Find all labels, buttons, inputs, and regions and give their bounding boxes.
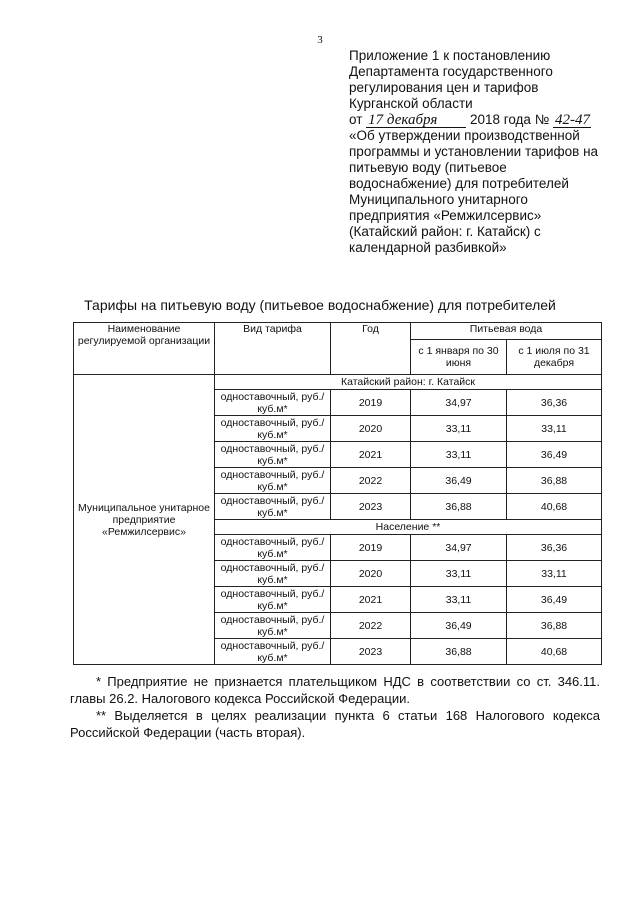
tariff-type-cell: одноставочный, руб./куб.м* xyxy=(215,535,331,561)
header-org: Наименование регулируемой организации xyxy=(74,323,215,375)
footnote: * Предприятие не признается плательщиком НДС в соответствии со ст. 346.11. главы 26.2. Налогового кодекса Российской Федерации. xyxy=(70,674,600,706)
appendix-line: Департамента государственного xyxy=(349,64,553,79)
appendix-subject-line: Муниципального унитарного xyxy=(349,192,528,207)
period-1-cell: 36,88 xyxy=(411,494,507,520)
tariff-type-cell: одноставочный, руб./куб.м* xyxy=(215,468,331,494)
page-number: 3 xyxy=(317,34,323,46)
appendix-header xyxy=(349,48,609,256)
period-2-cell: 33,11 xyxy=(507,561,602,587)
period-1-cell: 33,11 xyxy=(411,587,507,613)
section-title: Катайский район: г. Катайск xyxy=(215,375,602,390)
appendix-subject-line: календарной разбивкой» xyxy=(349,240,507,255)
handwritten-date: 17 декабря xyxy=(366,113,466,128)
year-text: 2018 года № xyxy=(469,112,550,127)
period-2-cell: 36,88 xyxy=(507,613,602,639)
section-title: Население ** xyxy=(215,520,602,535)
footnotes xyxy=(70,673,600,741)
appendix-line: регулирования цен и тарифов xyxy=(349,80,539,95)
appendix-subject-line: водоснабжение) для потребителей xyxy=(349,176,569,191)
period-2-cell: 36,36 xyxy=(507,535,602,561)
section-row xyxy=(74,375,602,390)
year-cell: 2022 xyxy=(331,613,411,639)
year-cell: 2019 xyxy=(331,390,411,416)
header-period-1: с 1 января по 30 июня xyxy=(411,340,507,375)
period-2-cell: 36,88 xyxy=(507,468,602,494)
year-cell: 2019 xyxy=(331,535,411,561)
tariff-type-cell: одноставочный, руб./куб.м* xyxy=(215,416,331,442)
organization-name: Муниципальное унитарное предприятие «Ремжилсервис» xyxy=(74,375,215,665)
year-cell: 2023 xyxy=(331,494,411,520)
period-2-cell: 36,49 xyxy=(507,442,602,468)
period-2-cell: 36,49 xyxy=(507,587,602,613)
period-1-cell: 34,97 xyxy=(411,390,507,416)
header-year: Год xyxy=(331,323,411,375)
appendix-date-line xyxy=(349,112,609,128)
year-cell: 2020 xyxy=(331,561,411,587)
year-cell: 2021 xyxy=(331,587,411,613)
period-2-cell: 40,68 xyxy=(507,639,602,665)
period-1-cell: 36,88 xyxy=(411,639,507,665)
handwritten-number: 42-47 xyxy=(554,112,590,128)
period-2-cell: 33,11 xyxy=(507,416,602,442)
appendix-subject xyxy=(349,128,609,256)
appendix-subject-line: «Об утверждении производственной xyxy=(349,128,580,143)
period-2-cell: 36,36 xyxy=(507,390,602,416)
period-1-cell: 36,49 xyxy=(411,468,507,494)
appendix-subject-line: программы и установлении тарифов на xyxy=(349,144,599,159)
tariff-type-cell: одноставочный, руб./куб.м* xyxy=(215,587,331,613)
appendix-subject-line: питьевую воду (питьевое xyxy=(349,160,507,175)
period-2-cell: 40,68 xyxy=(507,494,602,520)
period-1-cell: 33,11 xyxy=(411,416,507,442)
tariff-table xyxy=(73,322,602,665)
header-drinking-water: Питьевая вода xyxy=(411,323,602,340)
tariff-type-cell: одноставочный, руб./куб.м* xyxy=(215,639,331,665)
period-1-cell: 34,97 xyxy=(411,535,507,561)
footnote: ** Выделяется в целях реализации пункта 6 статьи 168 Налогового кодекса Российской Федерации (часть вторая). xyxy=(70,708,600,740)
period-1-cell: 36,49 xyxy=(411,613,507,639)
year-cell: 2020 xyxy=(331,416,411,442)
tariff-type-cell: одноставочный, руб./куб.м* xyxy=(215,494,331,520)
year-cell: 2023 xyxy=(331,639,411,665)
tariff-type-cell: одноставочный, руб./куб.м* xyxy=(215,561,331,587)
appendix-subject-line: предприятия «Ремжилсервис» xyxy=(349,208,542,223)
tariff-type-cell: одноставочный, руб./куб.м* xyxy=(215,390,331,416)
header-period-2: с 1 июля по 31 декабря xyxy=(507,340,602,375)
year-cell: 2022 xyxy=(331,468,411,494)
from-prefix: от xyxy=(349,112,363,127)
appendix-line: Приложение 1 к постановлению xyxy=(349,48,551,63)
appendix-line: Курганской области xyxy=(349,96,473,111)
table-title: Тарифы на питьевую воду (питьевое водоснабжение) для потребителей xyxy=(84,297,556,313)
tariff-type-cell: одноставочный, руб./куб.м* xyxy=(215,442,331,468)
tariff-type-cell: одноставочный, руб./куб.м* xyxy=(215,613,331,639)
header-tariff-type: Вид тарифа xyxy=(215,323,331,375)
period-1-cell: 33,11 xyxy=(411,561,507,587)
appendix-subject-line: (Катайский район: г. Катайск) с xyxy=(349,224,541,239)
year-cell: 2021 xyxy=(331,442,411,468)
period-1-cell: 33,11 xyxy=(411,442,507,468)
